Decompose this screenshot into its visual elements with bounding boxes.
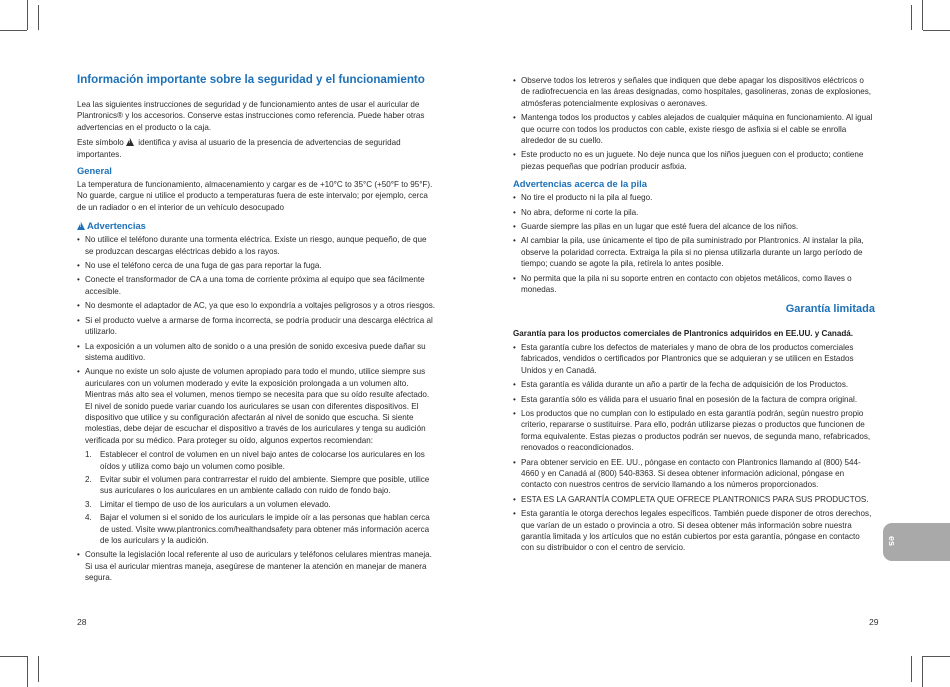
crop-mark <box>911 5 912 30</box>
warning-triangle-icon <box>126 138 134 146</box>
crop-mark <box>27 656 28 687</box>
list-item: • Para obtener servicio en EE. UU., póngase en contacto con Plantronics llamando al (800) 544-4660 y en Canadá al (800) 540-8363. Si desea obtener información adicional, póngase en contacto con nuestros centros de servicio llamando a los números proporcionados. <box>513 457 875 491</box>
battery-list <box>513 192 875 295</box>
crop-mark <box>911 656 912 682</box>
list-item: • No use el teléfono cerca de una fuga de gas para reportar la fuga. <box>77 260 437 271</box>
crop-mark <box>27 0 28 30</box>
list-item: • Esta garantía es válida durante un año a partir de la fecha de adquisición de los Productos. <box>513 379 875 390</box>
item-number: 3. <box>85 499 92 509</box>
list-item: • No tire el producto ni la pila al fuego. <box>513 192 875 203</box>
list-item: • Al cambiar la pila, use únicamente el tipo de pila suministrado por Plantronics. Al instalar la pila, observe la polaridad correcta. Extraiga la pila si no piensa utilizarla durante un largo período de tiempo; cuando se agote la pila, retírela lo antes posible. <box>513 235 875 269</box>
battery-heading: Advertencias acerca de la pila <box>513 178 647 190</box>
right-page <box>513 75 875 557</box>
intro-paragraph: Lea las siguientes instrucciones de seguridad y de funcionamiento antes de usar el auricular de Plantronics® y los accesorios. Conserve estas instrucciones como referencia. Puede haber otras advertencias en el producto o la caja. <box>77 100 425 132</box>
warranty-subtitle: Garantía para los productos comerciales de Plantronics adquiridos en EE.UU. y Canadá. <box>513 328 854 338</box>
item-text: Bajar el volumen si el sonido de los auriculars le impide oír a las personas que hablan cerca de usted. Visite www.plantronics.com/healthandsafety para obtener más información acerca de los auriculars y la audición. <box>100 513 430 545</box>
warnings-list <box>77 234 437 446</box>
list-item: • Observe todos los letreros y señales que indiquen que debe apagar los dispositivos eléctricos o de radiofrecuencia en las áreas designadas, como hospitales, gasolineras, zonas de explosiones, atmósferas potencialmente explosivas o aeronaves. <box>513 75 875 109</box>
language-tab <box>883 523 950 561</box>
list-item: • Conecte el transformador de CA a una toma de corriente próxima al equipo que sea fácilmente accesible. <box>77 274 437 297</box>
symbol-paragraph <box>77 137 437 160</box>
general-heading: General <box>77 165 112 177</box>
crop-mark <box>38 5 39 30</box>
crop-mark <box>0 656 27 657</box>
page-number-right: 29 <box>869 617 879 627</box>
crop-mark <box>923 30 950 31</box>
list-item: • La exposición a un volumen alto de sonido o a una presión de sonido excesiva puede dañar su sistema auditivo. <box>77 341 437 364</box>
page-number-left: 28 <box>77 617 87 627</box>
crop-mark <box>922 0 923 30</box>
item-text: Limitar el tiempo de uso de los auriculars a un volumen elevado. <box>100 499 331 509</box>
list-item: • Este producto no es un juguete. No deje nunca que los niños jueguen con el producto; contiene piezas pequeñas que podrían producir asfixia. <box>513 149 875 172</box>
list-item: • Si el producto vuelve a armarse de forma incorrecta, se podría producir una descarga eléctrica al utilizarlo. <box>77 315 437 338</box>
item-text: Establecer el control de volumen en un nivel bajo antes de colocarse los auriculares en los oídos y utiliza como bajo un volumen como posible. <box>100 450 425 471</box>
list-item: • No utilice el teléfono durante una tormenta eléctrica. Existe un riesgo, aunque pequeño, de que se produzcan descargas eléctricas debido a los rayos. <box>77 234 437 257</box>
language-tab-label: es <box>887 535 898 547</box>
crop-mark <box>922 656 923 687</box>
numbered-item <box>85 449 437 472</box>
left-page <box>77 73 437 587</box>
page-title: Información importante sobre la seguridad y el funcionamiento <box>77 73 425 86</box>
list-item: • Consulte la legislación local referente al uso de auriculars y teléfonos celulares mientras maneja. Si usa el auricular mientras maneja, asegúrese de mantener la atención en manejar de manera segura. <box>77 549 437 583</box>
numbered-item <box>85 512 437 546</box>
symbol-text-end: identifica y avisa al usuario de la presencia de advertencias de seguridad importantes. <box>77 138 401 159</box>
list-item: • ESTA ES LA GARANTÍA COMPLETA QUE OFRECE PLANTRONICS PARA SUS PRODUCTOS. <box>513 494 875 505</box>
item-text: Evitar subir el volumen para contrarrestar el ruido del ambiente. Siempre que posible, utilice sus auriculares o los auriculares en un ambiente callado con ruido de fondo bajo. <box>100 474 430 496</box>
item-number: 1. <box>85 450 92 460</box>
warnings-list-end <box>77 549 437 583</box>
crop-mark <box>923 656 950 657</box>
list-item: • Los productos que no cumplan con lo estipulado en esta garantía podrán, según nuestro propio criterio, repararse o sustituirse. Para ello, podrán utilizarse piezas o productos que funcionen de forma equivalente. Estas piezas o productos podrán ser nuevos, de segunda mano, refabricados, renovados o reacondicionados. <box>513 408 875 454</box>
list-item: • Mantenga todos los productos y cables alejados de cualquier máquina en funcionamiento. Al igual que ocurre con todos los productos con cable, existe riesgo de asfixia si el cable se enrolla alrededor de su cuello. <box>513 112 875 146</box>
list-item: • Aunque no existe un solo ajuste de volumen apropiado para todo el mundo, utilice siempre sus auriculares con un volumen moderado y evite la exposición prolongada a un volumen alto. Mientras más alto sea el volumen, menos tiempo se necesita para que su oído resulte afectado. El nivel de sonido puede variar cuando los auriculares se usan con diferentes dispositivos. El dispositivo que utilice y su configuración afectarán al nivel de sonido que escucha. Si siente molestias, debe dejar de escuchar el dispositivo a través de los auriculares y tenga su audición verificada por su médico. Para proteger su oído, algunos expertos recomiendan: <box>77 366 437 446</box>
safety-list-continued <box>513 75 875 172</box>
list-item: • Esta garantía le otorga derechos legales específicos. También puede disponer de otros derechos, que varían de un estado o provincia a otro. Si desea obtener más información sobre nuestra garantía limitada y los artículos que no están cubiertos por esta garantía, póngase en contacto con su distribuidor o con el centro de servicio. <box>513 508 875 554</box>
warnings-heading-text: Advertencias <box>87 220 146 232</box>
warnings-heading <box>77 220 437 232</box>
expert-recommendations-list <box>85 449 437 546</box>
list-item: • Guarde siempre las pilas en un lugar que esté fuera del alcance de los niños. <box>513 221 875 232</box>
crop-mark <box>38 656 39 682</box>
warning-triangle-icon <box>77 222 85 230</box>
list-item: • Esta garantía cubre los defectos de materiales y mano de obra de los productos comerciales fabricados, vendidos o certificados por Plantronics que se adquieran y se utilicen en Estados Unidos y en Canadá. <box>513 342 875 376</box>
numbered-item <box>85 474 437 497</box>
warranty-title: Garantía limitada <box>785 302 875 315</box>
list-item: • Esta garantía sólo es válida para el usuario final en posesión de la factura de compra original. <box>513 394 875 405</box>
list-item: • No abra, deforme ni corte la pila. <box>513 207 875 218</box>
list-item: • No permita que la pila ni su soporte entren en contacto con objetos metálicos, como llaves o monedas. <box>513 273 875 296</box>
symbol-text-start: Este símbolo <box>77 138 124 148</box>
crop-mark <box>0 30 27 31</box>
warranty-list <box>513 342 875 554</box>
general-paragraph: La temperatura de funcionamiento, almacenamiento y cargar es de +10°C to 35°C (+50°F to 95°F). No guarde, cargue ni utilice el producto a temperaturas fuera de este intervalo; por ejemplo, cerca de un radiador o en el interior de un vehículo desocupado <box>77 180 433 212</box>
list-item: • No desmonte el adaptador de AC, ya que eso lo expondría a voltajes peligrosos y a otros riesgos. <box>77 300 437 311</box>
numbered-item <box>85 499 437 510</box>
item-number: 4. <box>85 513 92 523</box>
item-number: 2. <box>85 474 92 484</box>
